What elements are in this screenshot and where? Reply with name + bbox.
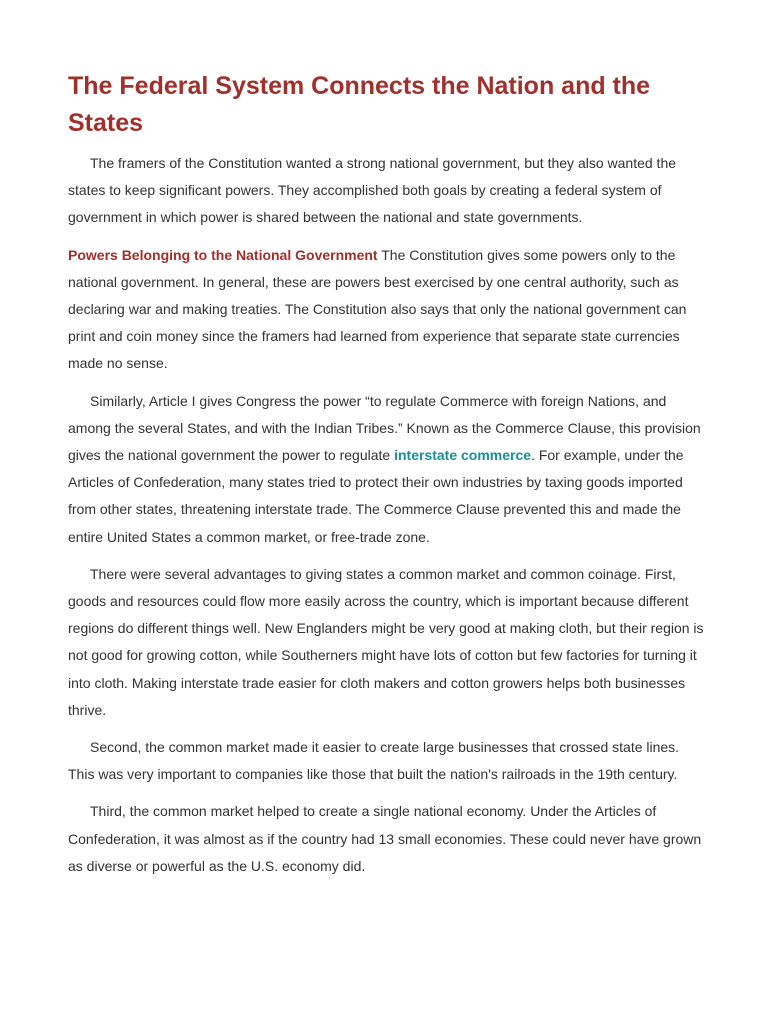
- national-powers-paragraph: [68, 242, 704, 378]
- large-businesses-paragraph: Second, the common market made it easier to create large businesses that crossed state lines. This was very important to companies like those that built the nation's railroads in the 19th century.: [68, 739, 680, 783]
- commerce-clause-paragraph: [68, 388, 704, 551]
- national-economy-paragraph: Third, the common market helped to create a single national economy. Under the Articles of Confederation, it was almost as if the country had 13 small economies. These could never have grown as diverse or powerful as the U.S. economy did.: [68, 803, 702, 874]
- section-subheading: Powers Belonging to the National Government: [68, 246, 378, 263]
- national-powers-text: The Constitution gives some powers only to the national government. In general, these are powers best exercised by one central authority, such as declaring war and making treaties. The Constitution also says that only the national government can print and coin money since the framers had learned from experience that separate state currencies made no sense.: [68, 246, 687, 372]
- commerce-text-before: Similarly, Article I gives Congress the power “to regulate Commerce with foreign Nations, and among the several States, and with the Indian Tribes.” Known as the Commerce Clause, this provision gives the national government the power to regulate: [68, 392, 701, 464]
- interstate-commerce-term: interstate commerce: [394, 447, 532, 464]
- article: [68, 68, 704, 890]
- commerce-text-after: . For example, under the Articles of Confederation, many states tried to protect their own industries by taxing goods imported from other states, threatening interstate trade. The Commerce Clause prevented this and made the entire United States a common market, or free-trade zone.: [68, 447, 684, 545]
- intro-paragraph: The framers of the Constitution wanted a strong national government, but they also wanted the states to keep significant powers. They accomplished both goals by creating a federal system of government in which power is shared between the national and state governments.: [68, 155, 677, 226]
- page-title: The Federal System Connects the Nation and the States: [68, 72, 651, 137]
- advantages-paragraph: There were several advantages to giving states a common market and common coinage. First, goods and resources could flow more easily across the country, which is important because different regions do different things well. New Englanders might be very good at making cloth, but their region is not good for growing cotton, while Southerners might have lots of cotton but few factories for turning it into cloth. Making interstate trade easier for cloth makers and cotton growers helps both businesses thrive.: [68, 565, 704, 718]
